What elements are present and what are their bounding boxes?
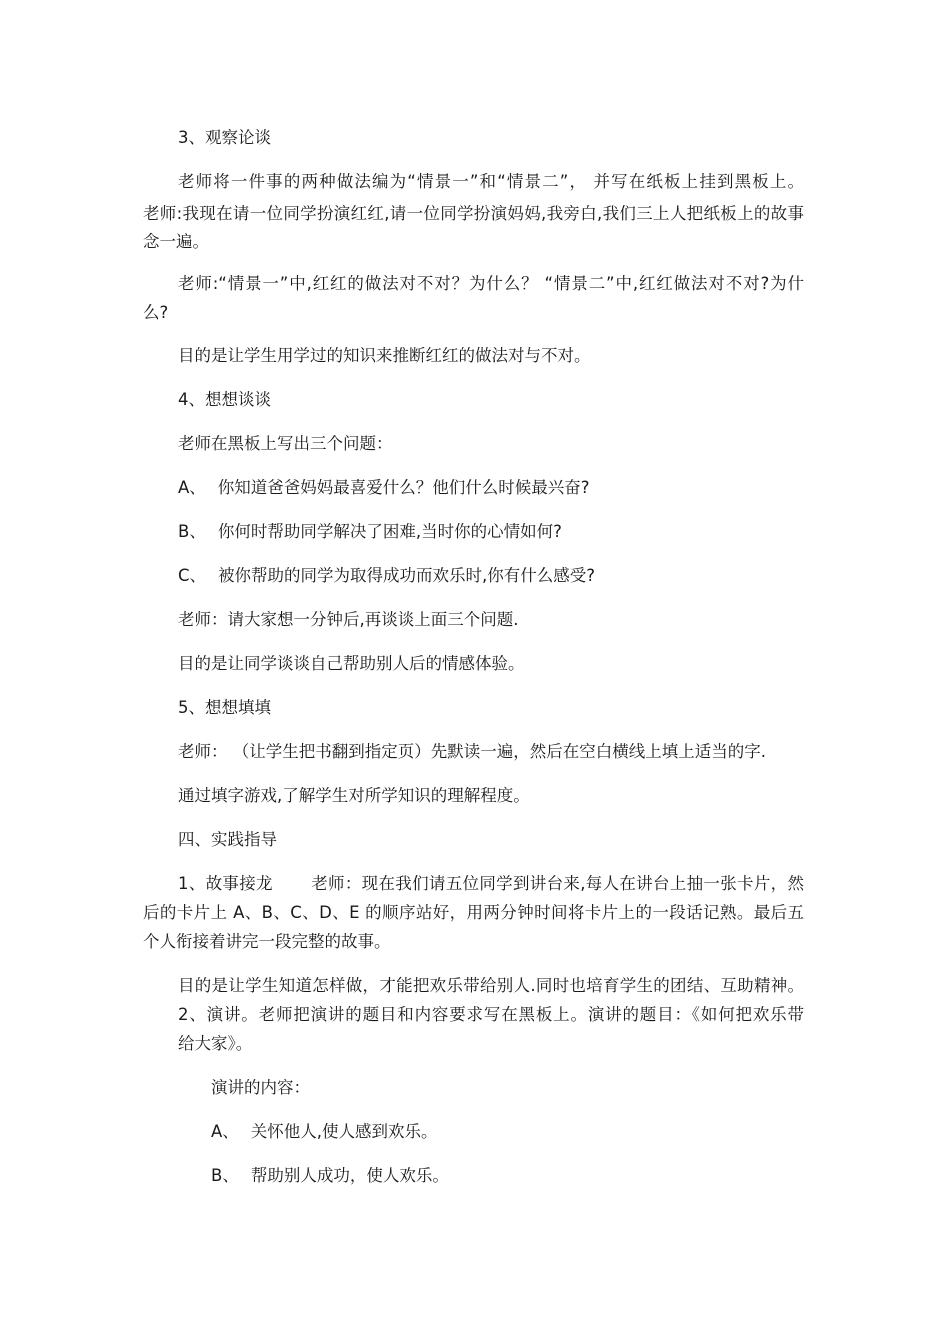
content-item-b <box>211 1165 449 1187</box>
paragraph: 演讲的内容： <box>211 1078 310 1097</box>
paragraph: 老师在黑板上写出三个问题： <box>178 434 393 453</box>
list-text: 你何时帮助同学解决了困难,当时你的心情如何? <box>217 522 562 541</box>
paragraph: 目的是让同学谈谈自己帮助别人后的情感体验。 <box>178 654 525 673</box>
part-heading: 四、实践指导 <box>178 830 277 849</box>
list-text: 帮助别人成功，使人欢乐。 <box>250 1166 449 1185</box>
paragraph: 目的是让学生用学过的知识来推断红红的做法对与不对。 <box>178 346 591 365</box>
paragraph-line: 么? <box>143 303 169 322</box>
list-marker: C、 <box>178 566 207 585</box>
paragraph-line: 老师将一件事的两种做法编为“情景一”和“情景二”， 并写在纸板上挂到黑板上。 <box>178 172 804 191</box>
question-item-b <box>178 521 562 543</box>
paragraph: 目的是让学生知道怎样做，才能把欢乐带给别人.同时也培育学生的团结、互助精神。 <box>178 976 804 995</box>
list-marker: A、 <box>178 478 206 497</box>
section-heading-5: 5、想想填填 <box>178 698 271 717</box>
paragraph-line: 老师:“情景一”中,红红的做法对不对？为什么？ “情景二”中,红红做法对不对?为什 <box>178 274 804 293</box>
section-heading-3: 3、观察论谈 <box>178 128 271 147</box>
paragraph-line: 给大家》。 <box>178 1034 253 1053</box>
list-text: 关怀他人,使人感到欢乐。 <box>250 1122 438 1141</box>
question-item-a <box>178 477 590 499</box>
item-title: 1、故事接龙 <box>178 874 273 893</box>
paragraph-line: 后的卡片上 A、B、C、D、E 的顺序站好，用两分钟时间将卡片上的一段话记熟。最后五 <box>143 903 804 922</box>
list-marker: B、 <box>178 522 206 541</box>
paragraph-line: 1、故事接龙 老师：现在我们请五位同学到讲台来,每人在讲台上抽一张卡片，然 <box>178 874 804 893</box>
content-item-a <box>211 1121 438 1143</box>
paragraph: 老师：请大家想一分钟后,再谈谈上面三个问题. <box>178 610 519 629</box>
paragraph-line: 老师:我现在请一位同学扮演红红,请一位同学扮演妈妈,我旁白,我们三上人把纸板上的故事 <box>143 204 804 223</box>
paragraph-line: 念一遍。 <box>143 232 209 251</box>
section-heading-4: 4、想想谈谈 <box>178 390 271 409</box>
list-marker: A、 <box>211 1122 239 1141</box>
paragraph-line: 2、演讲。老师把演讲的题目和内容要求写在黑板上。演讲的题目：《如何把欢乐带 <box>178 1005 804 1024</box>
list-marker: B、 <box>211 1166 239 1185</box>
list-text: 你知道爸爸妈妈最喜爱什么？他们什么时候最兴奋? <box>217 478 590 497</box>
paragraph-line: 个人衔接着讲完一段完整的故事。 <box>143 932 391 951</box>
paragraph: 通过填字游戏,了解学生对所学知识的理解程度。 <box>178 786 530 805</box>
list-text: 被你帮助的同学为取得成功而欢乐时,你有什么感受? <box>218 566 596 585</box>
paragraph: 老师： （让学生把书翻到指定页）先默读一遍，然后在空白横线上填上适当的字. <box>178 742 766 761</box>
question-item-c <box>178 565 595 587</box>
